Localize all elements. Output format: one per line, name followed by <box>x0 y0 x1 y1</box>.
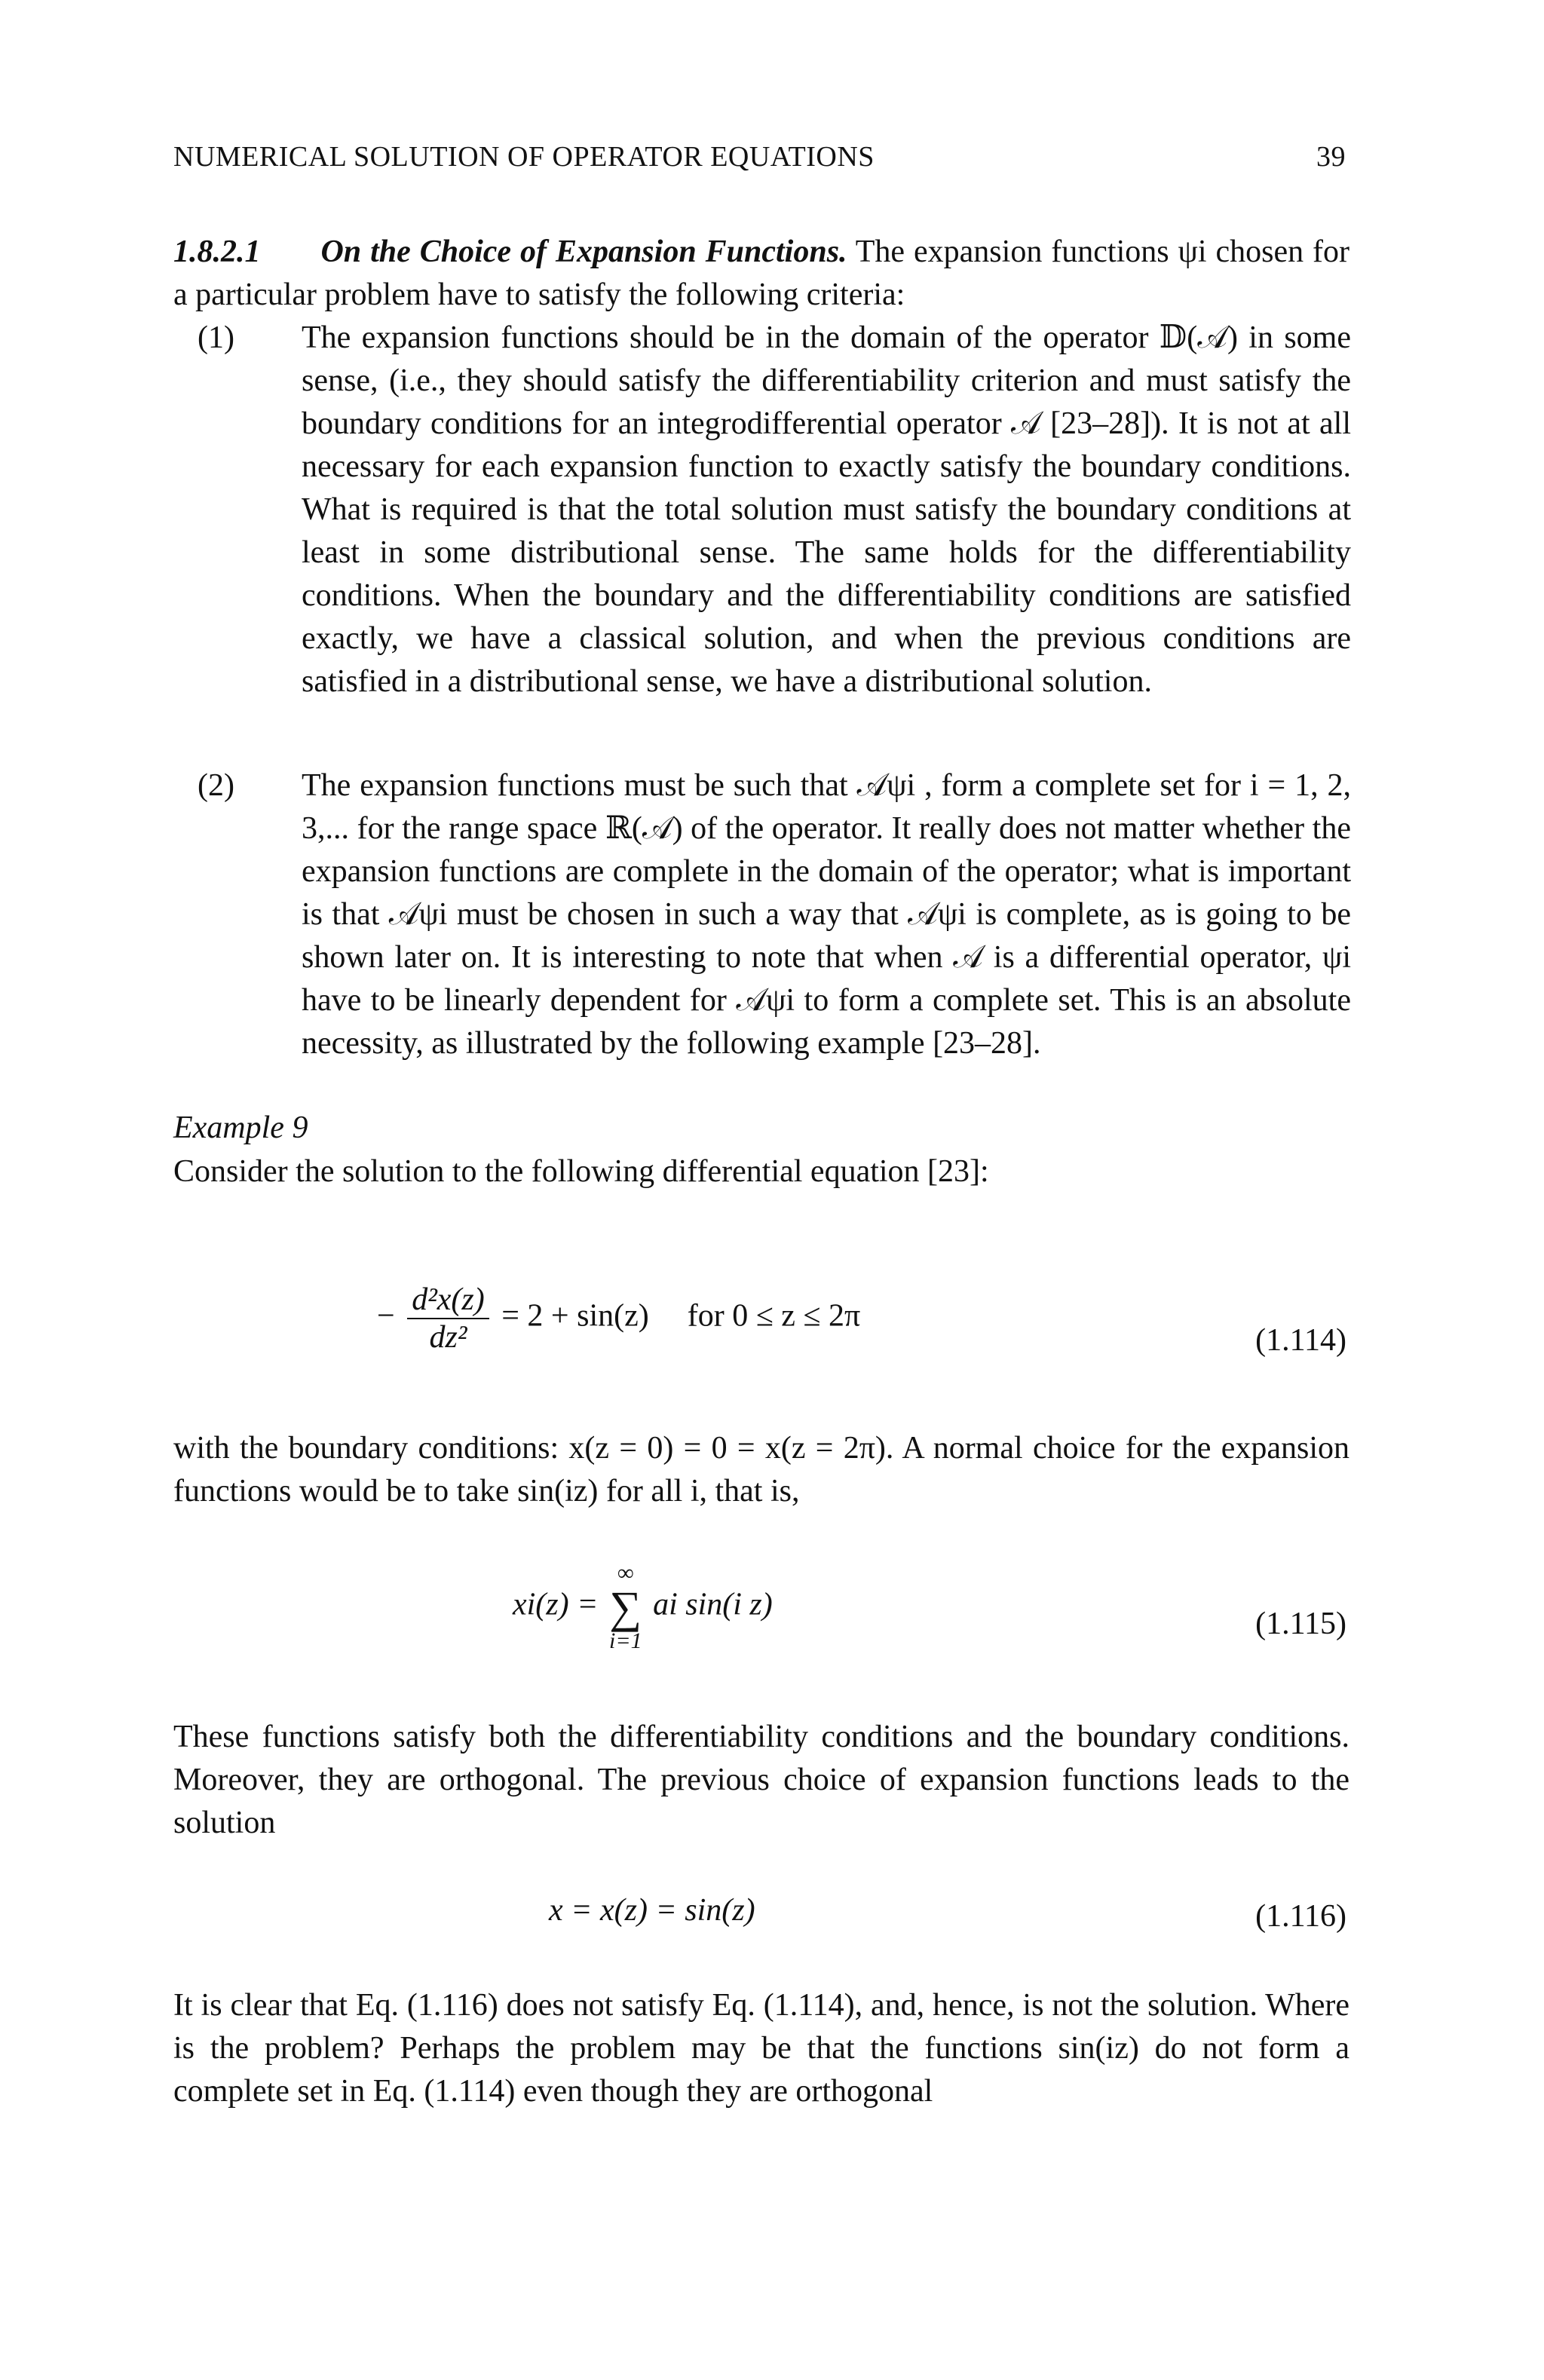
example-label: Example 9 <box>173 1110 308 1145</box>
equation-rhs: = 2 + sin(z) <box>501 1298 649 1334</box>
equation-lhs: xi(z) = <box>513 1587 599 1622</box>
fraction-denominator: dz² <box>429 1320 467 1355</box>
example-heading <box>173 1107 1349 1150</box>
final-paragraph: It is clear that Eq. (1.116) does not satisfy Eq. (1.114), and, hence, is not the solution. Where is the problem? Perhaps the problem may be that the functions sin(iz) do not form a complete set in Eq. (1.114) even though they are orthogonal <box>173 1988 1349 2109</box>
criterion-number: (2) <box>198 768 234 803</box>
equation-body <box>549 1889 755 1932</box>
fraction <box>407 1282 489 1355</box>
sum-upper-limit: ∞ <box>617 1561 634 1585</box>
section-intro: The expansion functions ψi chosen for a particular problem have to satisfy the following criteria: <box>173 234 1350 312</box>
criterion-text: The expansion functions should be in the domain of the operator 𝔻(𝒜) in some sense, (i.e., they should satisfy the differentiability criterion and must satisfy the boundary conditions for an integrodifferential operator 𝒜 [23–28]). It is not at all necessary for each expansion function to exactly satisfy the boundary conditions. What is required is that the total solution must satisfy the boundary conditions at least in some distributional sense. The same holds for the differentiability conditions. When the boundary and the differentiability conditions are satisfied exactly, we have a classical solution, and when the previous conditions are satisfied in a distributional sense, we have a distributional solution. <box>302 320 1351 699</box>
minus-sign: − <box>377 1298 395 1334</box>
criterion-number: (1) <box>198 320 234 355</box>
equation-1-114 <box>173 1282 1349 1372</box>
orthogonal-paragraph: These functions satisfy both the differentiability conditions and the boundary conditions. Moreover, they are orthogonal. The previous choice of expansion functions leads to the solution <box>173 1720 1349 1840</box>
equation-body <box>377 1282 860 1355</box>
section-title: On the Choice of Expansion Functions. <box>320 234 847 269</box>
fraction-numerator: d²x(z) <box>407 1282 489 1319</box>
criterion-item-2 <box>198 764 1351 1065</box>
sum-lower-limit: i=1 <box>608 1628 642 1653</box>
equation-number: (1.115) <box>1255 1607 1346 1641</box>
criterion-text: The expansion functions must be such that 𝒜ψi , form a complete set for i = 1, 2, 3,... for the range space ℝ(𝒜) of the operator. It really does not matter whether the expansion functions are complete in the domain of the operator; what is important is that 𝒜ψi must be chosen in such a way that 𝒜ψi is complete, as is going to be shown later on. It is interesting to note that when 𝒜 is a differential operator, ψi have to be linearly dependent for 𝒜ψi to form a complete set. This is an absolute necessity, as illustrated by the following example [23–28]. <box>302 768 1351 1061</box>
equation-content: x = x(z) = sin(z) <box>549 1893 755 1928</box>
page-number: 39 <box>1316 141 1346 173</box>
equation-body <box>513 1561 773 1654</box>
summation <box>609 1561 642 1654</box>
sum-term: ai sin(i z) <box>653 1587 773 1622</box>
section-paragraph <box>173 231 1349 317</box>
example-intro: Consider the solution to the following differential equation [23]: <box>173 1154 989 1189</box>
section-number: 1.8.2.1 <box>173 234 261 269</box>
running-title: NUMERICAL SOLUTION OF OPERATOR EQUATIONS <box>173 141 875 173</box>
running-header <box>173 139 1346 175</box>
equation-condition: for 0 ≤ z ≤ 2π <box>687 1298 861 1334</box>
sum-symbol: ∑ <box>609 1582 642 1632</box>
equation-1-116 <box>173 1889 1349 1934</box>
equation-1-115 <box>173 1561 1349 1674</box>
boundary-paragraph: with the boundary conditions: x(z = 0) = 0 = x(z = 2π). A normal choice for the expansion functions would be to take sin(iz) for all i, that is, <box>173 1431 1349 1509</box>
equation-number: (1.114) <box>1255 1323 1346 1358</box>
equation-number: (1.116) <box>1255 1899 1346 1934</box>
criterion-item-1 <box>198 317 1351 703</box>
